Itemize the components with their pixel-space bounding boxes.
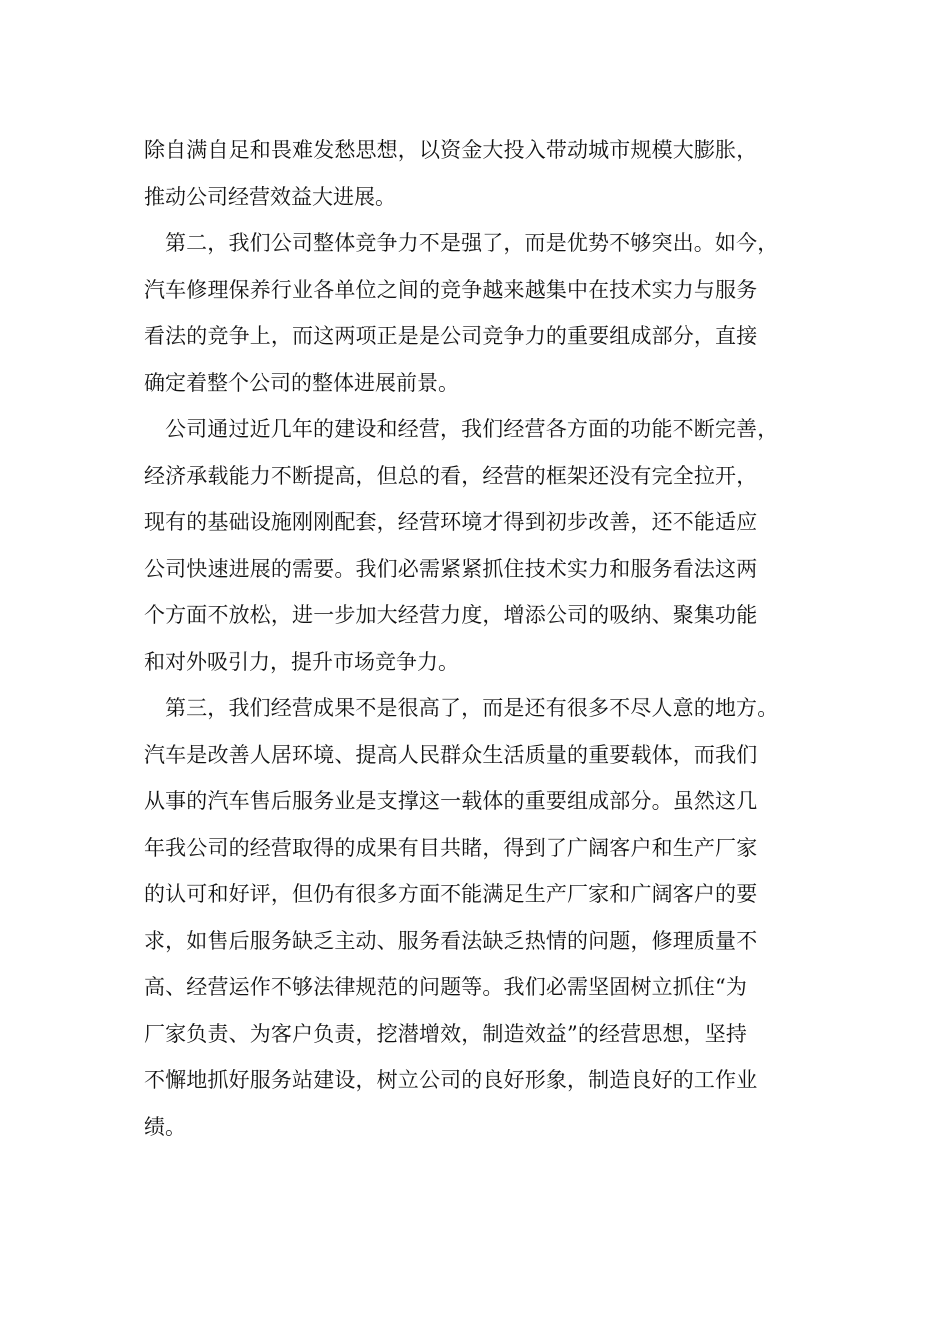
- text-line: 看法的竞争上，而这两项正是是公司竞争力的重要组成部分，直接: [144, 324, 758, 348]
- document-body: [144, 127, 834, 1150]
- text-line: 个方面不放松，进一步加大经营力度，增添公司的吸纳、聚集功能: [144, 603, 758, 627]
- text-line: 经济承载能力不断提高，但总的看，经营的框架还没有完全拉开，: [144, 463, 758, 488]
- text-line: 现有的基础设施刚刚配套，经营环境才得到初步改善，还不能适应: [144, 510, 758, 534]
- text-line: 绩。: [144, 1114, 186, 1139]
- text-line: 求，如售后服务缺乏主动、服务看法缺乏热情的问题，修理质量不: [144, 928, 758, 953]
- text-line: 推动公司经营效益大进展。: [144, 184, 396, 209]
- text-line: 汽车修理保养行业各单位之间的竞争越来越集中在技术实力与服务: [144, 277, 758, 302]
- text-line: 高、经营运作不够法律规范的问题等。我们必需坚固树立抓住“为: [144, 975, 748, 999]
- text-line: 除自满自足和畏难发愁思想，以资金大投入带动城市规模大膨胀，: [144, 138, 758, 162]
- paragraph-start-line: 公司通过近几年的建设和经营，我们经营各方面的功能不断完善，: [165, 417, 779, 441]
- text-line: 厂家负责、为客户负责，挖潜增效，制造效益”的经营思想，坚持: [144, 1021, 748, 1046]
- text-line: 公司快速进展的需要。我们必需紧紧抓住技术实力和服务看法这两: [144, 556, 758, 581]
- paragraph-start-line: 第三，我们经营成果不是很高了，而是还有很多不尽人意的地方。: [165, 696, 779, 720]
- text-line: 确定着整个公司的整体进展前景。: [144, 370, 459, 395]
- paragraph-start-line: 第二，我们公司整体竞争力不是强了，而是优势不够突出。如今，: [165, 231, 779, 255]
- text-line: 汽车是改善人居环境、提高人民群众生活质量的重要载体，而我们: [144, 742, 758, 767]
- text-line: 不懈地抓好服务站建设，树立公司的良好形象，制造良好的工作业: [144, 1068, 758, 1092]
- text-line: 从事的汽车售后服务业是支撑这一载体的重要组成部分。虽然这几: [144, 789, 758, 813]
- text-line: 年我公司的经营取得的成果有目共睹，得到了广阔客户和生产厂家: [144, 835, 758, 860]
- text-line: 和对外吸引力，提升市场竞争力。: [144, 649, 459, 674]
- text-line: 的认可和好评，但仍有很多方面不能满足生产厂家和广阔客户的要: [144, 882, 758, 906]
